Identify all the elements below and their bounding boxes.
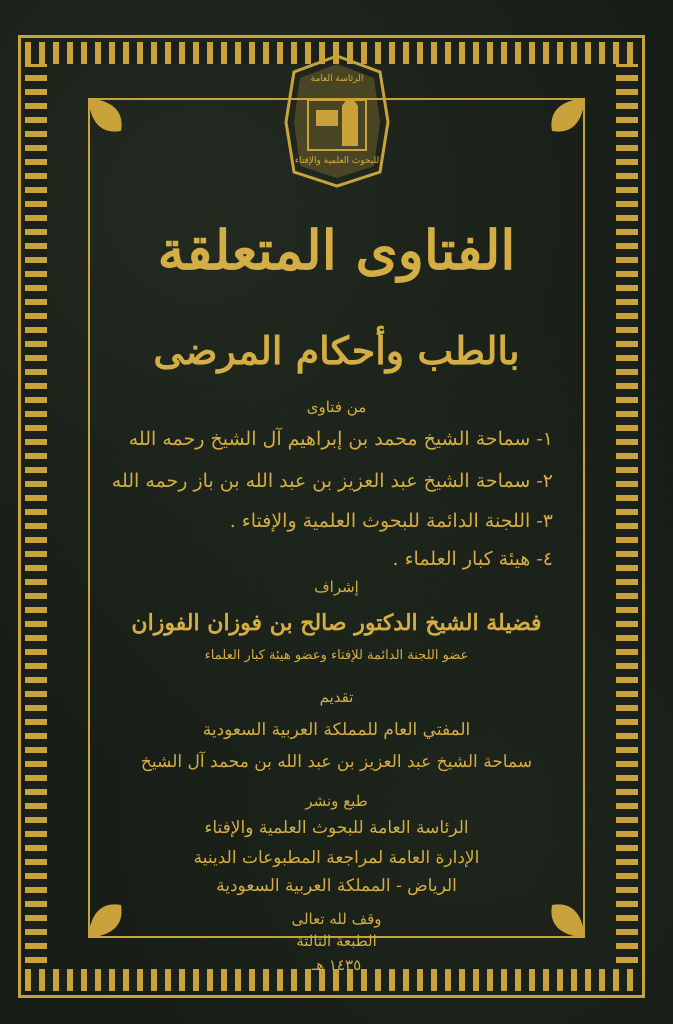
list-item: ٤- هيئة كبار العلماء .	[392, 548, 553, 570]
list-item: ٣- اللجنة الدائمة للبحوث العلمية والإفتاء .	[229, 510, 553, 532]
emblem-icon	[280, 52, 394, 190]
publisher-line: الرئاسة العامة للبحوث العلمية والإفتاء	[204, 818, 469, 838]
list-item: ٢- سماحة الشيخ عبد العزيز بن عبد الله بن باز رحمه الله	[111, 470, 553, 492]
supervision-label: إشراف	[314, 578, 359, 596]
publisher-line: الرياض - المملكة العربية السعودية	[216, 876, 457, 896]
publishing-label: طبع ونشر	[305, 792, 368, 810]
from-label: من فتاوى	[306, 398, 367, 416]
preface-title: المفتي العام للمملكة العربية السعودية	[202, 720, 471, 740]
emblem-top-text: الرئاسة العامة	[310, 74, 364, 84]
edition-text: الطبعة الثالثة	[296, 932, 377, 950]
emblem-bottom-text: للبحوث العلمية والإفتاء	[294, 156, 380, 166]
presidency-emblem	[280, 52, 394, 190]
title-line-2: بالطب وأحكام المرضى	[153, 328, 520, 373]
year-text: ١٤٣٥ هـ	[311, 956, 362, 974]
corner-ornament-top-left	[86, 96, 156, 166]
supervisor-role: عضو اللجنة الدائمة للإفتاء وعضو هيئة كبار العلماء	[204, 648, 469, 663]
waqf-text: وقف لله تعالى	[291, 910, 382, 928]
list-item: ١- سماحة الشيخ محمد بن إبراهيم آل الشيخ رحمه الله	[128, 428, 553, 450]
preface-label: تقديم	[319, 688, 354, 706]
preface-name: سماحة الشيخ عبد العزيز بن عبد الله بن محمد آل الشيخ	[140, 752, 533, 772]
title-line-1: الفتاوى المتعلقة	[157, 218, 516, 282]
corner-ornament-top-right	[517, 96, 587, 166]
publisher-line: الإدارة العامة لمراجعة المطبوعات الدينية	[193, 848, 480, 868]
supervisor-name: فضيلة الشيخ الدكتور صالح بن فوزان الفوزان	[131, 610, 542, 636]
